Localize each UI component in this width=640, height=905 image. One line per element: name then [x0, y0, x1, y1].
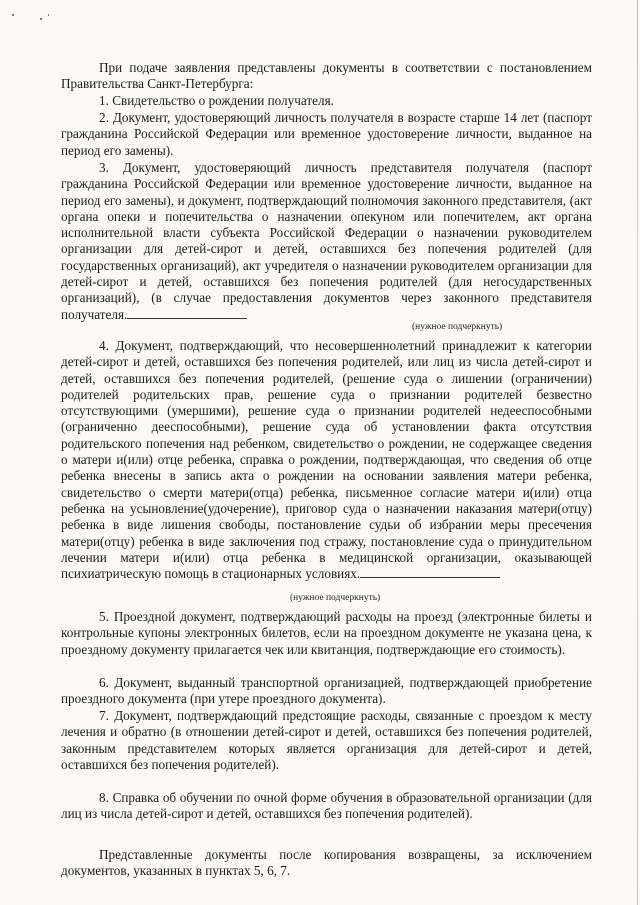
item-6: 6. Документ, выданный транспортной организацией, подтверждающей приобретение проездного документа (при утере проездного документа). — [61, 675, 592, 707]
intro-paragraph: При подаче заявления представлены документы в соответствии с постановлением Правительства Санкт-Петербурга: — [61, 60, 592, 92]
item-4-text: 4. Документ, подтверждающий, что несовершеннолетний принадлежит к категории детей-сирот и детей, оставшихся без попечения родителей, или лиц из числа детей-сирот и детей, оставшихся без попечения родителей, (решение суда о лишении (ограничении) родителей родительских прав, решение суда о признании родителей безвестно отсутствующими (умершими), решение суда о признании родителей недееспособными (ограниченно дееспособными), решение суда об установлении факта отсутствия родительского попечения над ребенком, свидетельство о рождении, не содержащее сведения о матери и(или) отце ребенка, справка о рождении, подтверждающая, что сведения об отце ребенка внесены в запись акта о рождении на основании заявления матери ребенка, свидетельство о смерти матери(отца) ребенка, письменное согласие матери и(или) отца ребенка на усыновление(удочерение), приговор суда о назначении наказания матери(отцу) ребенка в виде лишения свободы, постановление судьи об избрании меры пресечения матери(отцу) ребенка в виде заключения под стражу, постановление суда о принудительном лечении матери и(или) отца ребенка в медицинской организации, оказывающей психиатрическую помощь в стационарных условиях. — [61, 338, 592, 582]
item-1: 1. Свидетельство о рождении получателя. — [99, 93, 334, 108]
closing-paragraph: Представленные документы после копирования возвращены, за исключением документов, указанных в пунктах 5, 6, 7. — [61, 847, 592, 879]
item-5: 5. Проездной документ, подтверждающий расходы на проезд (электронные билеты и контрольные купоны электронных билетов, если на проездном документе не указана цена, к проездному документу прилагается чек или квитанция, подтверждающие его стоимость). — [61, 609, 592, 657]
item-3-fill-line — [127, 317, 247, 319]
note-underline-1: (нужное подчеркнуть) — [412, 322, 503, 332]
item-7: 7. Документ, подтверждающий предстоящие расходы, связанные с проездом к месту лечения и обратно (в отношении детей-сирот и детей, оставшихся без попечения родителей, законным представителем которых является организация для детей-сирот и детей, оставшихся без попечения родителей). — [61, 708, 592, 772]
scan-speck — [12, 14, 14, 16]
item-4 — [61, 338, 592, 582]
item-3-text: 3. Документ, удостоверяющий личность представителя получателя (паспорт гражданина Российской Федерации или временное удостоверение личности, выданное на период его замены), и документ, подтверждающий полномочия законного представителя, (акт органа опеки и попечительства о назначении опекуном или попечителем, акт органа исполнительной власти субъекта Российской Федерации о назначении руководителем организации для детей-сирот и детей, оставшихся без попечения родителей (для государственных организаций), акт учредителя о назначении руководителем организации для детей-сирот и детей, оставшихся без попечения родителей (для негосударственных организаций), (в случае предоставления документов через законного представителя получателя. — [61, 160, 592, 322]
note-underline-2: (нужное подчеркнуть) — [290, 593, 381, 603]
scan-speck — [48, 14, 49, 16]
item-8: 8. Справка об обучении по очной форме обучения в образовательной организации (для лиц из числа детей-сирот и детей, оставшихся без попечения родителей). — [61, 790, 592, 822]
scan-speck — [40, 18, 42, 20]
item-4-fill-line — [360, 576, 500, 578]
item-3 — [61, 160, 592, 323]
scan-edge — [637, 0, 638, 905]
item-2: 2. Документ, удостоверяющий личность получателя в возрасте старше 14 лет (паспорт гражданина Российской Федерации или временное удостоверение личности, выданное на период его замены). — [61, 110, 592, 158]
